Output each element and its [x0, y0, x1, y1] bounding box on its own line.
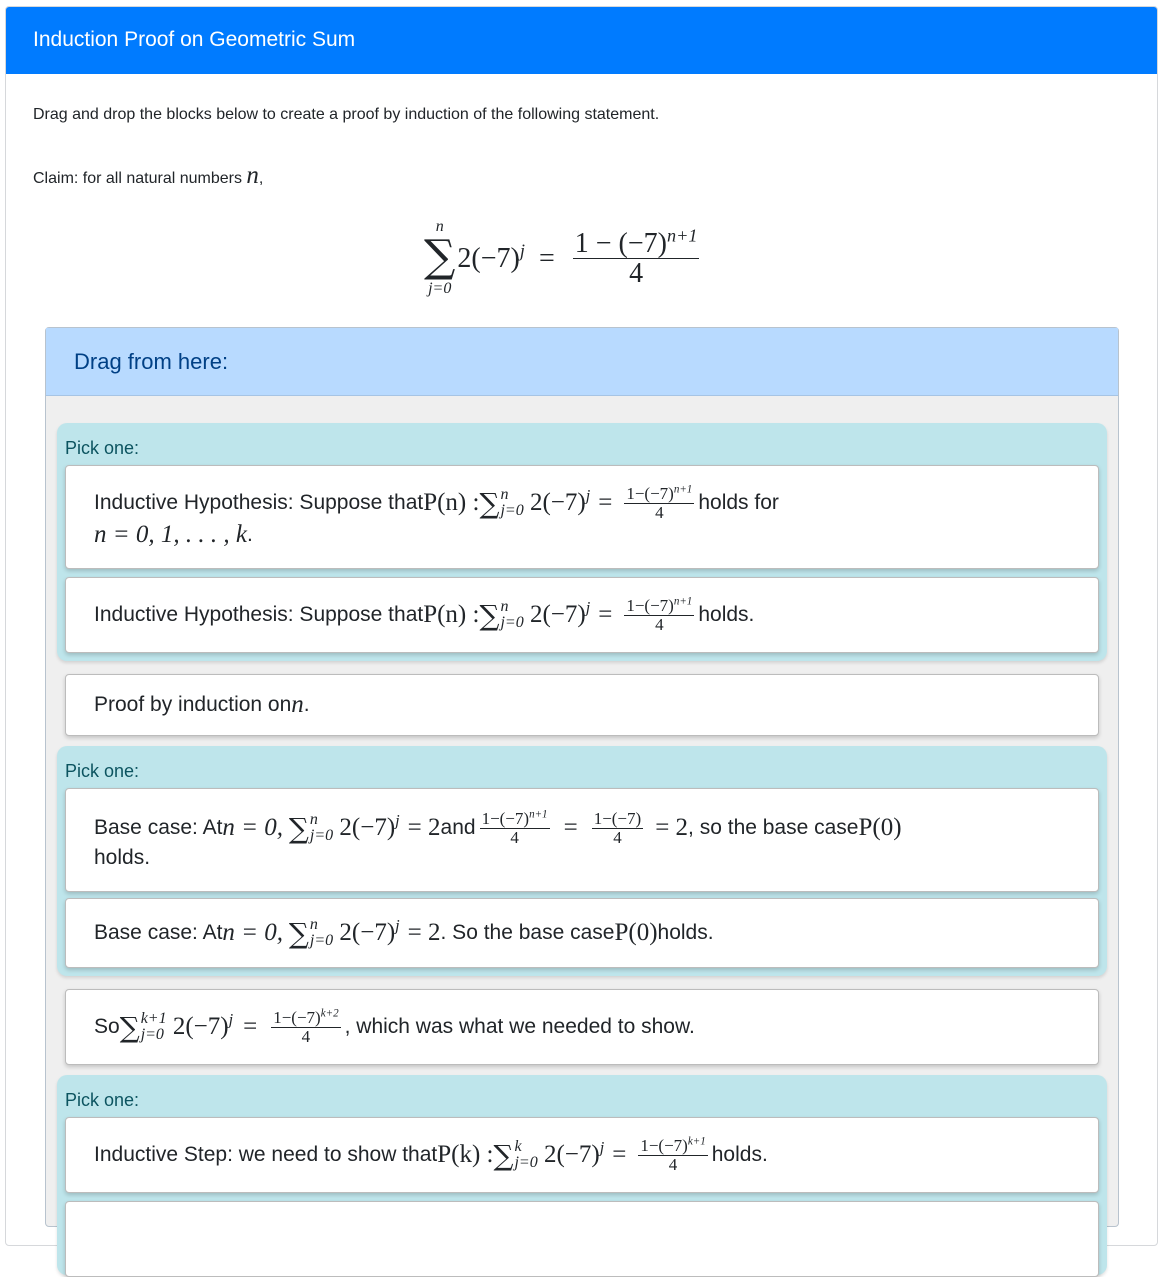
drag-area-header: Drag from here:	[46, 328, 1118, 396]
pick-one-label: Pick one:	[65, 761, 140, 781]
block-base-case-short[interactable]: Base case: At n = 0, ∑ n j=0 $2(-7)^j$ = 2 . So the base case P(0) holds.	[65, 898, 1099, 968]
block-inductive-hypothesis-strong[interactable]: Inductive Hypothesis: Suppose that P(n) : ∑ n j=0 $2(-7)^j$ = $\frac{1-(-7)^{n+1}}{4}$ holds for n = 0, 1, . . . , k .	[65, 465, 1099, 569]
question-card	[5, 6, 1158, 1246]
claim-equation: n ∑ j=0 $2(-7)^j$ = $\frac{1 - (-7)^{n+1}}{4}$	[424, 218, 698, 297]
pick-one-label: Pick one:	[65, 438, 140, 458]
block-partial-next[interactable]	[65, 1201, 1099, 1277]
claim: Claim: for all natural numbers n,	[33, 162, 264, 189]
drag-source-area	[45, 327, 1119, 1227]
block-inductive-step[interactable]: Inductive Step: we need to show that P(k) : ∑ k j=0 $2(-7)^j$ = $\frac{1-(-7)^{k+1}}{4}$ holds.	[65, 1117, 1099, 1193]
pick-one-group-hypothesis	[57, 423, 1107, 661]
question-title: Induction Proof on Geometric Sum	[33, 28, 356, 51]
block-inductive-hypothesis-weak[interactable]: Inductive Hypothesis: Suppose that P(n) : ∑ n j=0 $2(-7)^j$ = $\frac{1-(-7)^{n+1}}{4}$ holds.	[65, 577, 1099, 653]
pick-one-group-base-case	[57, 746, 1107, 976]
card-header	[6, 7, 1157, 74]
claim-fraction: $\frac{1 - (-7)^{n+1}}{4}$	[574, 225, 698, 290]
block-conclusion[interactable]: So ∑ k+1 j=0 $2(-7)^j$ = $\frac{1-(-7)^{k+2}}{4}$ , which was what we needed to show.	[65, 989, 1099, 1065]
instructions: Drag and drop the blocks below to create a proof by induction of the following statement.	[33, 106, 660, 123]
pick-one-label: Pick one:	[65, 1090, 140, 1110]
block-proof-by-induction[interactable]: Proof by induction on n .	[65, 674, 1099, 736]
block-base-case-full[interactable]: Base case: At n = 0, ∑ n j=0 $2(-7)^j$ = 2 and $\frac{1-(-7)^{n+1}}{4}$ = $\frac{1-(-7)}{4}$ = 2 , so the base case P(0) holds.	[65, 788, 1099, 892]
pick-one-group-inductive-step	[57, 1075, 1107, 1275]
sum-symbol: n ∑ j=0	[424, 218, 456, 297]
